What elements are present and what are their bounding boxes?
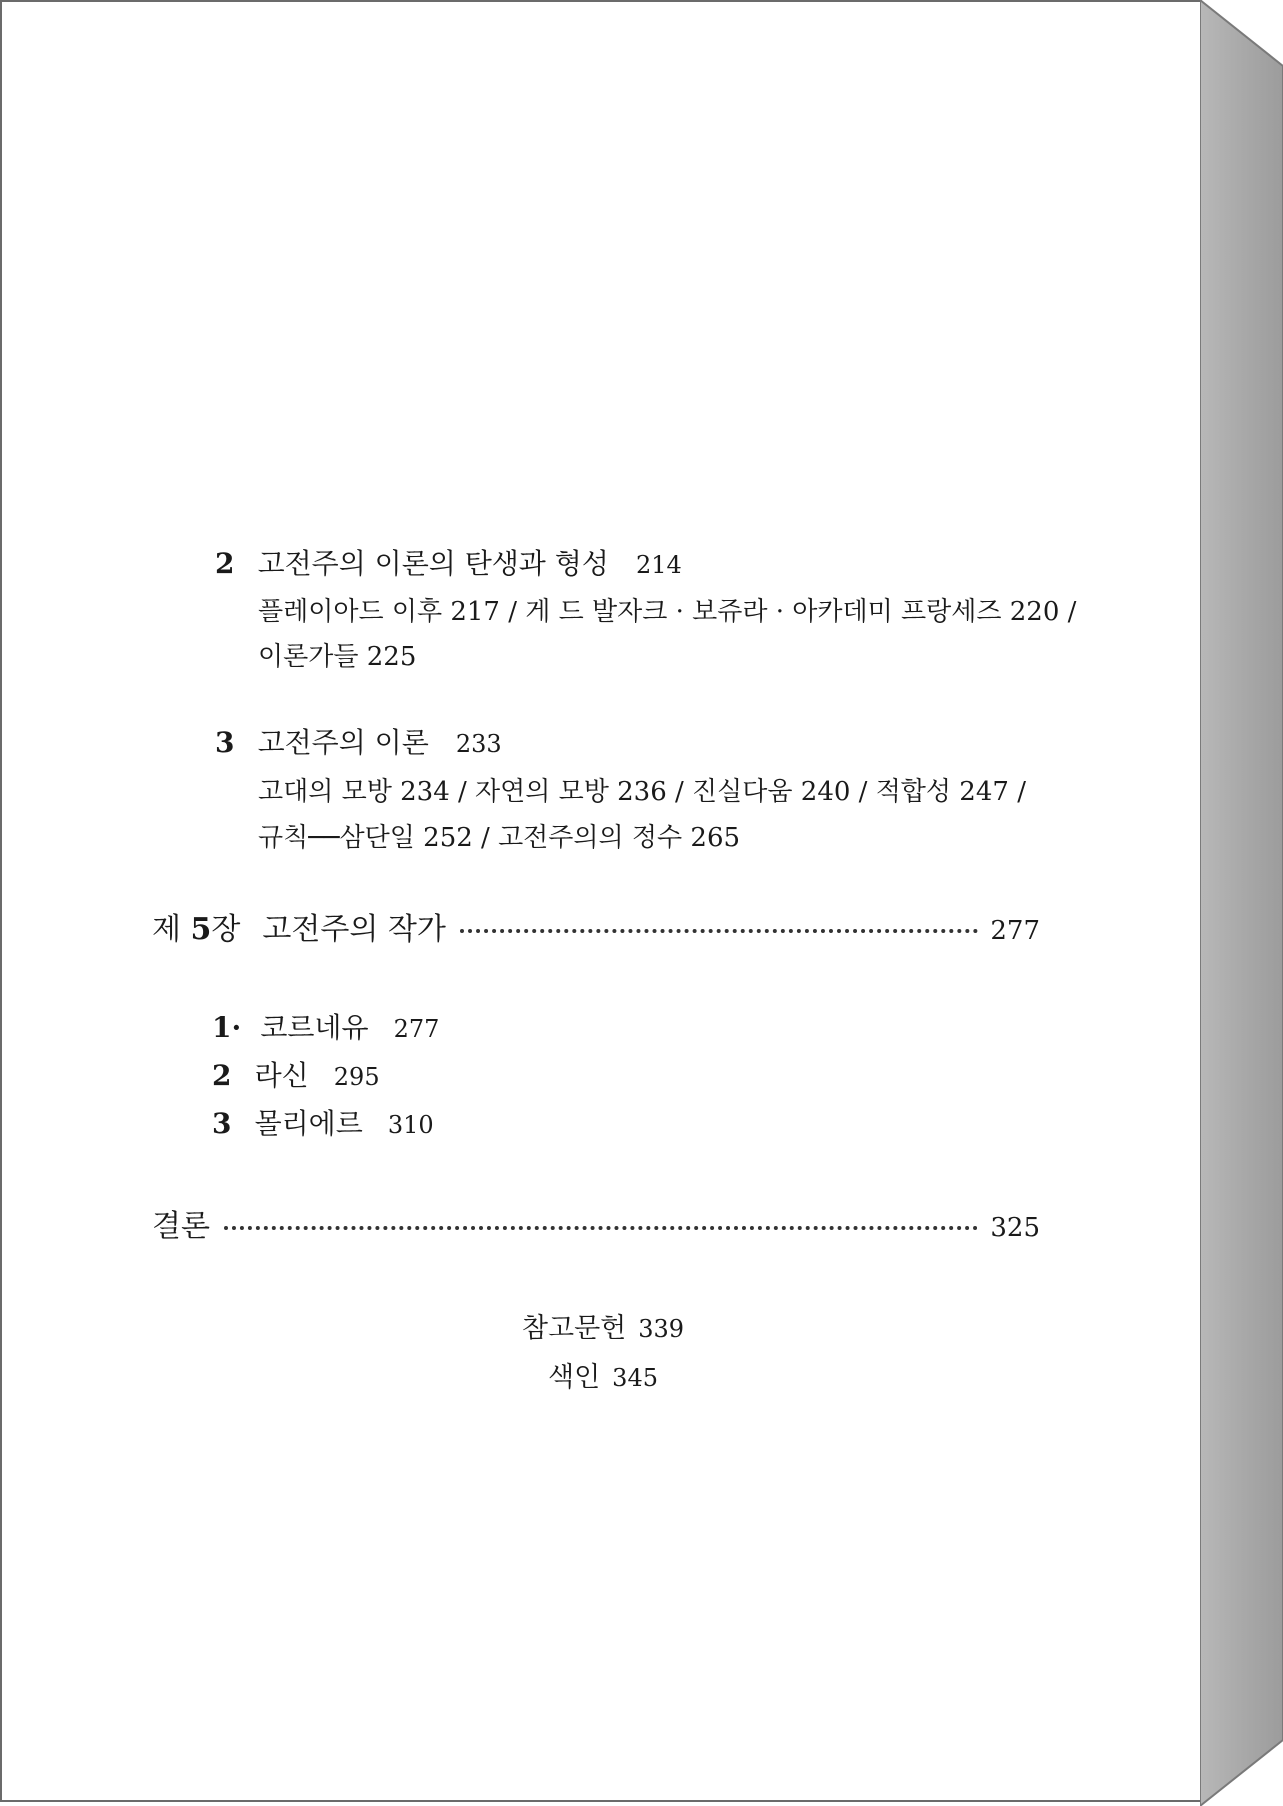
- section-page: 233: [455, 730, 502, 758]
- appendix-title: 참고문헌: [521, 1313, 627, 1344]
- toc-subentry-line: 규칙──삼단일 252 / 고전주의의 정수 265: [258, 823, 741, 853]
- chapter-number: 5: [190, 912, 212, 947]
- toc-section-heading: [212, 1006, 439, 1046]
- section-title: 코르네유: [260, 1011, 369, 1044]
- section-number: 3: [215, 726, 235, 759]
- section-page: 214: [635, 551, 682, 579]
- toc-chapter-row: [152, 904, 1040, 948]
- appendix-page: 345: [612, 1364, 658, 1392]
- toc-conclusion-row: [152, 1201, 1040, 1245]
- chapter-label: [152, 904, 240, 948]
- toc-appendix-entry: [2, 1306, 1204, 1345]
- chapter-label-suffix: 장: [211, 912, 241, 947]
- section-page: 310: [387, 1111, 434, 1139]
- section-title: 몰리에르: [254, 1107, 363, 1140]
- toc-appendix-entry: [2, 1355, 1204, 1394]
- chapter-page: 277: [990, 916, 1040, 946]
- conclusion-page: 325: [990, 1213, 1040, 1243]
- toc-subentry-line: 고대의 모방 234 / 자연의 모방 236 / 진실다움 240 / 적합성 247 /: [258, 777, 1026, 807]
- toc-section-heading: [215, 721, 502, 761]
- toc-section-heading: [212, 1054, 380, 1094]
- section-number: 2: [212, 1059, 232, 1092]
- toc-section-heading: [215, 542, 682, 582]
- conclusion-title: 결론: [152, 1209, 210, 1244]
- toc-subentry-line: 플레이아드 이후 217 / 게 드 발자크 · 보쥬라 · 아카데미 프랑세즈 220 /: [258, 597, 1077, 627]
- section-page: 277: [393, 1015, 440, 1043]
- section-number: 3: [212, 1107, 232, 1140]
- appendix-title: 색인: [548, 1362, 601, 1393]
- chapter-label-prefix: 제: [152, 912, 181, 947]
- toc-subentry-line: 이론가들 225: [258, 642, 417, 672]
- section-page: 295: [333, 1063, 380, 1091]
- section-title: 라신: [254, 1059, 309, 1092]
- section-title: 고전주의 이론: [257, 726, 429, 759]
- toc-section-heading: [212, 1102, 434, 1142]
- section-number: 1·: [212, 1011, 242, 1044]
- dot-leader: [224, 1226, 978, 1230]
- appendix-page: 339: [638, 1315, 685, 1343]
- dot-leader: [460, 929, 979, 933]
- book-spine-edge: [1200, 0, 1283, 1806]
- section-title: 고전주의 이론의 탄생과 형성: [257, 547, 609, 580]
- section-number: 2: [215, 547, 235, 580]
- chapter-title: 고전주의 작가: [262, 912, 446, 947]
